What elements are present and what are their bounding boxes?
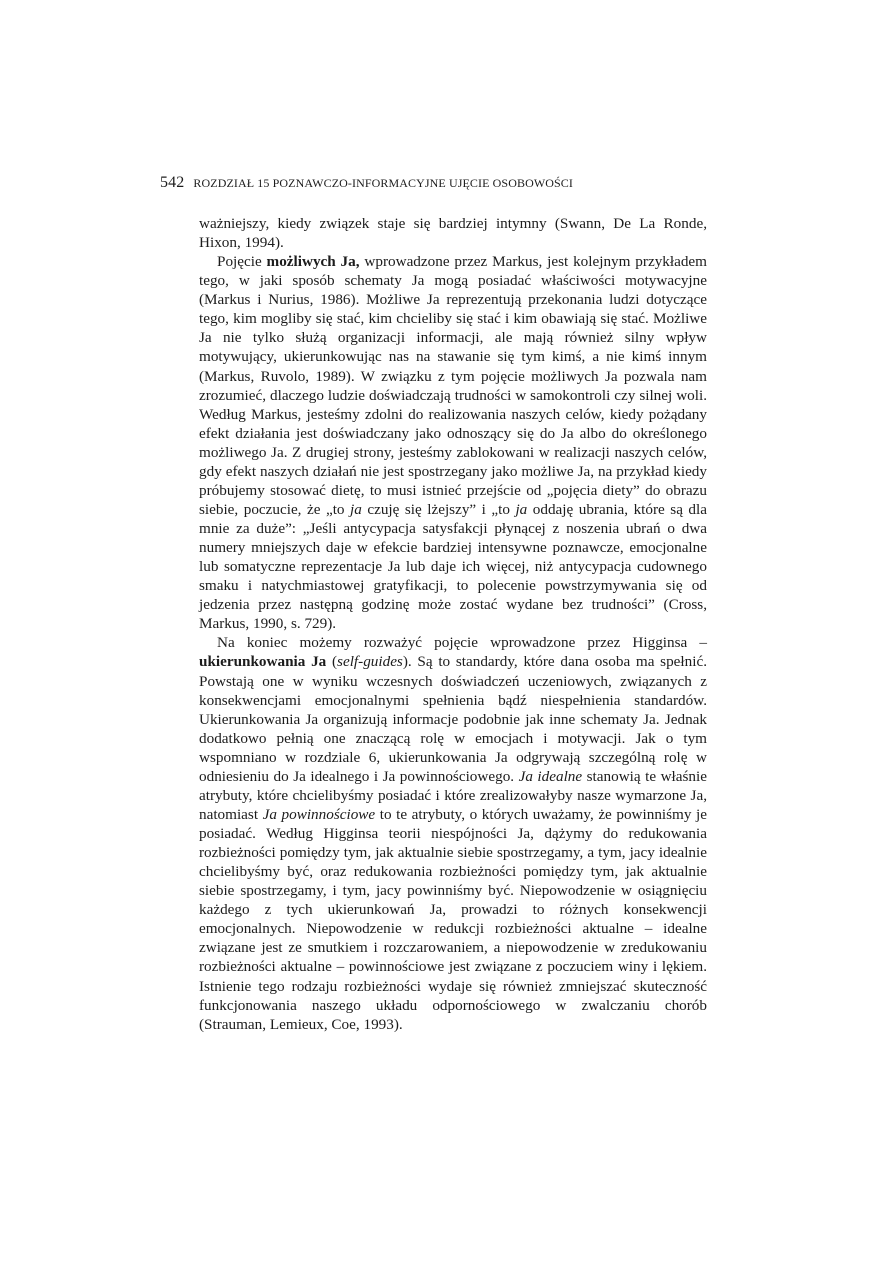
paragraph-1: ważniejszy, kiedy związek staje się bardziej intymny (Swann, De La Ronde, Hixon, 1994). [199, 215, 707, 252]
bold-term-possible-selves: możliwych Ja, [266, 253, 360, 271]
body-text [199, 214, 707, 1034]
text-run: ( [326, 653, 338, 671]
bold-term-self-guides: ukierunkowania Ja [199, 653, 327, 671]
italic-run: self-guides [337, 653, 403, 671]
text-run: to te atrybuty, o których uważamy, że powinniśmy je posiadać. Według Higginsa teorii niespójności Ja, dążymy do redukowania rozbieżności pomiędzy tym, jak aktualnie siebie spostrzegamy, a tym, jacy idealnie chcielibyśmy być, oraz redukowania rozbieżności pomiędzy tym, jak aktualnie siebie spostrzegamy, i tym, jacy powinniśmy być. Niepowodzenie w osiągnięciu każdego z tych ukierunkowań Ja, prowadzi to różnych konsekwencji emocjonalnych. Niepowodzenie w redukcji rozbieżności aktualne – idealne związane jest ze smutkiem i rozczarowaniem, a niepowodzenie w zredukowaniu rozbieżności aktualne – powinnościowe jest związane z poczuciem winy i lękiem. Istnienie tego rodzaju rozbieżności wydaje się również zmniejszać skuteczność funkcjonowania naszego układu odpornościowego w zwalczaniu chorób (Strauman, Lemieux, Coe, 1993). [199, 805, 707, 1033]
chapter-label: ROZDZIAŁ 15 [193, 176, 270, 190]
italic-run: Ja powinnościowe [262, 805, 376, 823]
italic-run: Ja idealne [518, 767, 583, 785]
running-head [160, 174, 720, 192]
chapter-title: POZNAWCZO-INFORMACYJNE UJĘCIE OSOBOWOŚCI [272, 176, 574, 190]
text-run: Pojęcie [217, 253, 267, 271]
text-run: oddaję ubrania, które są dla mnie za duże”: „Jeśli antycypacja satysfakcji płynącej z noszenia ubrań o dwa numery mniejszych daje w efekcie bardziej intensywne poznawcze, emocjonalne lub somatyczne reprezentacje Ja lub daje ich więcej, niż antycypacja cudownego smaku i natychmiastowej gratyfikacji, to polecenie powstrzymywania się od jedzenia przez następną godzinę może zostać wydane bez trudności” (Cross, Markus, 1990, s. 729). [199, 500, 707, 633]
italic-run: ja [350, 500, 362, 518]
text-run: wprowadzone przez Markus, jest kolejnym przykładem tego, w jaki sposób schematy Ja mogą posiadać właściwości motywacyjne (Markus i Nurius, 1986). Możliwe Ja reprezentują przekonania ludzi dotyczące tego, kim mogliby się stać, kim chcieliby się stać i kim obawiają się stać. Możliwe Ja nie tylko służą organizacji informacji, ale mają również silny wpływ motywujący, ukierunkowując nas na stawanie się tym kimś, a nie kimś innym (Markus, Ruvolo, 1989). W związku z tym pojęcie możliwych Ja pozwala nam zrozumieć, dlaczego ludzie doświadczają trudności w samokontroli czy silnej woli. Według Markus, jesteśmy zdolni do realizowania naszych celów, kiedy pożądany efekt działania jest doświadczany jako odnoszący się do Ja albo do określonego możliwego Ja. Z drugiej strony, jesteśmy zablokowani w realizacji naszych celów, gdy efekt naszych działań nie jest spostrzegany jako możliwe Ja, na przykład kiedy próbujemy stosować dietę, to musi istnieć przejście od „pojęcia diety” do obrazu siebie, poczucie, że „to [199, 253, 707, 518]
text-run: ). Są to standardy, które dana osoba ma spełnić. Powstają one w wyniku wczesnych doświadczeń uczeniowych, związanych z konsekwencjami emocjonalnymi spełnienia bądź niespełnienia standardów. Ukierunkowania Ja organizują informacje podobnie jak inne schematy Ja. Jednak dodatkowo pełnią one znaczącą rolę w emocjach i motywacji. Jak o tym wspomniano w rozdziale 6, ukierunkowania Ja odgrywają szczególną rolę w odniesieniu do Ja idealnego i Ja powinnościowego. [199, 653, 707, 785]
paragraph-2 [199, 252, 707, 633]
page-number: 542 [160, 174, 185, 191]
text-run: Na koniec możemy rozważyć pojęcie wprowadzone przez Higginsa – [217, 634, 707, 652]
paragraph-3 [199, 633, 707, 1033]
text-run: czuję się lżejszy” i „to [361, 500, 516, 518]
italic-run: ja [515, 500, 528, 518]
text-run: stanowią te właśnie atrybuty, które chcielibyśmy posiadać i które zrealizowałyby nasze wymarzone Ja, natomiast [199, 767, 707, 823]
